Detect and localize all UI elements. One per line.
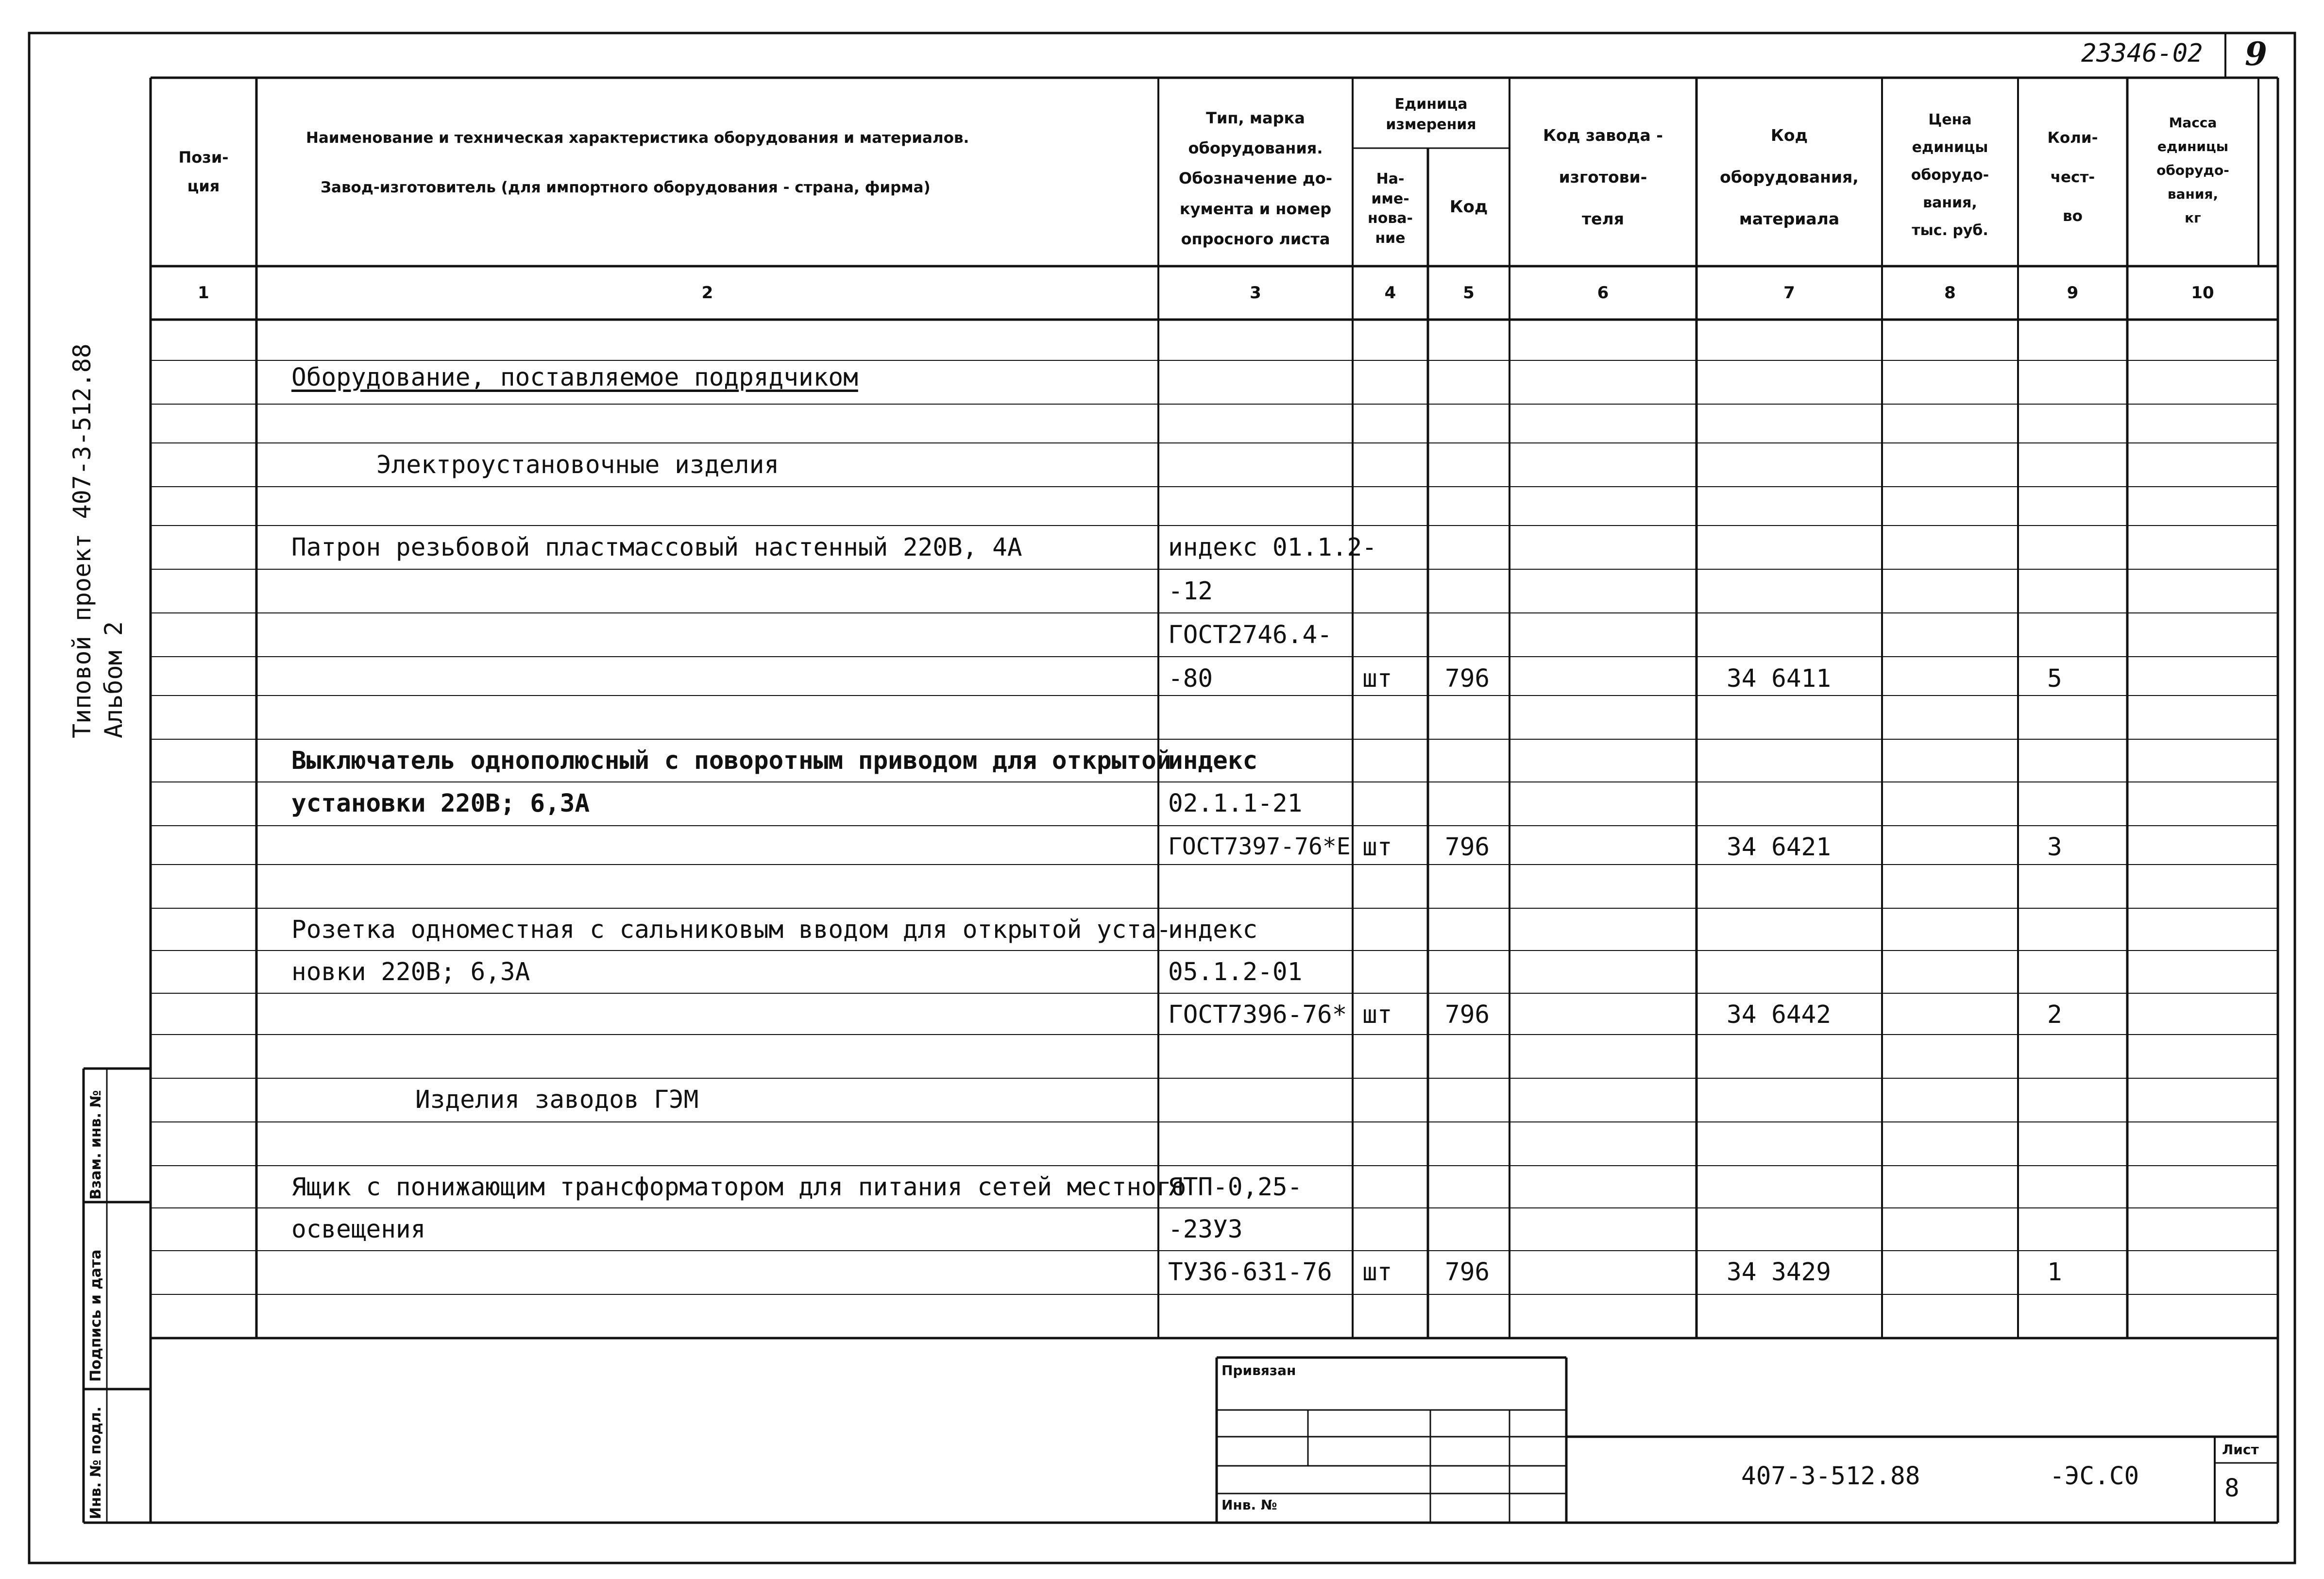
- stamp-mark: -ЭС.С0: [2050, 1462, 2139, 1491]
- corner-page-number: 9: [2245, 35, 2267, 73]
- stamp-inv-podl-label: Инв. № подл.: [87, 1406, 104, 1519]
- column-number: 4: [1384, 283, 1396, 303]
- column-number: 3: [1250, 283, 1261, 303]
- header-unit-name: На- име- нова- ние: [1367, 170, 1413, 247]
- stamp-designation: 407-3-512.88: [1741, 1462, 1920, 1491]
- item-material-code: 34 3429: [1727, 1258, 1831, 1287]
- column-number: 8: [1944, 283, 1956, 303]
- header-position: Пози- ция: [178, 148, 229, 195]
- item-type: -23У3: [1168, 1215, 1243, 1244]
- item-unit: шт: [1362, 1258, 1392, 1287]
- corner-doc-number: 23346-02: [2081, 39, 2203, 68]
- item-type: индекс: [1168, 916, 1258, 944]
- item-material-code: 34 6411: [1727, 664, 1831, 693]
- item-unit: шт: [1362, 833, 1392, 862]
- item-name: Выключатель однополюсный с поворотным приводом для открытой: [291, 747, 1171, 775]
- stamp-vzam-label: Взам. инв. №: [87, 1090, 104, 1200]
- item-type: индекс 01.1.2-: [1168, 533, 1377, 562]
- item-name: Патрон резьбовой пластмассовый настенный 220В, 4А: [291, 533, 1022, 562]
- item-type: 05.1.2-01: [1168, 958, 1303, 986]
- item-type: ТУ36-631-76: [1168, 1258, 1332, 1287]
- section-heading: Оборудование, поставляемое подрядчиком: [291, 363, 858, 392]
- stamp-podpis-label: Подпись и дата: [87, 1249, 104, 1382]
- item-unit-code: 796: [1445, 664, 1490, 693]
- item-type: -80: [1168, 664, 1213, 693]
- header-name-line2: Завод-изготовитель (для импортного оборудования - страна, фирма): [321, 179, 931, 196]
- item-quantity: 2: [2047, 1001, 2062, 1029]
- column-number: 2: [701, 283, 713, 303]
- item-type: ГОСТ2746.4-: [1168, 621, 1332, 649]
- stamp-sheet-number: 8: [2224, 1474, 2239, 1503]
- column-number: 10: [2191, 283, 2214, 303]
- column-number: 9: [2067, 283, 2079, 303]
- stamp-sheet-label: Лист: [2222, 1442, 2259, 1458]
- item-name: освещения: [291, 1215, 426, 1244]
- item-name: Ящик с понижающим трансформатором для питания сетей местного: [291, 1173, 1187, 1202]
- header-factory-code: Код завода - изготови- теля: [1543, 126, 1663, 228]
- item-type: -12: [1168, 577, 1213, 606]
- item-material-code: 34 6421: [1727, 833, 1831, 862]
- item-unit: шт: [1362, 1001, 1392, 1029]
- item-type: 02.1.1-21: [1168, 789, 1303, 818]
- item-unit-code: 796: [1445, 1001, 1490, 1029]
- item-name: установки 220В; 6,3А: [291, 789, 590, 818]
- item-quantity: 5: [2047, 664, 2062, 693]
- header-type: Тип, марка оборудования. Обозначение до- кумента и номер опросного листа: [1179, 108, 1332, 249]
- subsection-heading: Электроустановочные изделия: [376, 451, 780, 479]
- header-price: Цена единицы оборудо- вания, тыс. руб.: [1911, 111, 1989, 239]
- header-quantity: Коли- чест- во: [2047, 129, 2098, 225]
- column-number: 7: [1783, 283, 1795, 303]
- item-material-code: 34 6442: [1727, 1001, 1831, 1029]
- column-number: 5: [1463, 283, 1475, 303]
- item-unit-code: 796: [1445, 1258, 1490, 1287]
- item-name: новки 220В; 6,3А: [291, 958, 530, 986]
- header-mass: Масса единицы оборудо- вания, кг: [2156, 114, 2229, 226]
- stamp-inv-no: Инв. №: [1221, 1497, 1277, 1513]
- item-unit: шт: [1362, 664, 1392, 693]
- item-type: ГОСТ7396-76*: [1168, 1001, 1347, 1029]
- subsection-heading: Изделия заводов ГЭМ: [415, 1086, 699, 1114]
- item-unit-code: 796: [1445, 833, 1490, 862]
- item-type: ЯТП-0,25-: [1168, 1173, 1303, 1202]
- item-type: ГОСТ7397-76*Е: [1168, 833, 1351, 860]
- column-number: 1: [198, 283, 209, 303]
- header-equipment-code: Код оборудования, материала: [1720, 126, 1859, 228]
- stamp-privyazan: Привязан: [1221, 1362, 1296, 1378]
- item-type: индекс: [1168, 747, 1258, 775]
- side-label-album: Альбом 2: [100, 621, 128, 738]
- header-unit-code: Код: [1449, 197, 1488, 217]
- item-quantity: 1: [2047, 1258, 2062, 1287]
- item-quantity: 3: [2047, 833, 2062, 862]
- header-unit-measure: Единица измерения: [1386, 96, 1476, 133]
- item-name: Розетка одноместная с сальниковым вводом для открытой уста-: [291, 916, 1171, 944]
- header-name-line1: Наименование и техническая характеристика оборудования и материалов.: [306, 129, 969, 147]
- side-label-project: Типовой проект 407-3-512.88: [68, 343, 96, 738]
- column-number: 6: [1597, 283, 1609, 303]
